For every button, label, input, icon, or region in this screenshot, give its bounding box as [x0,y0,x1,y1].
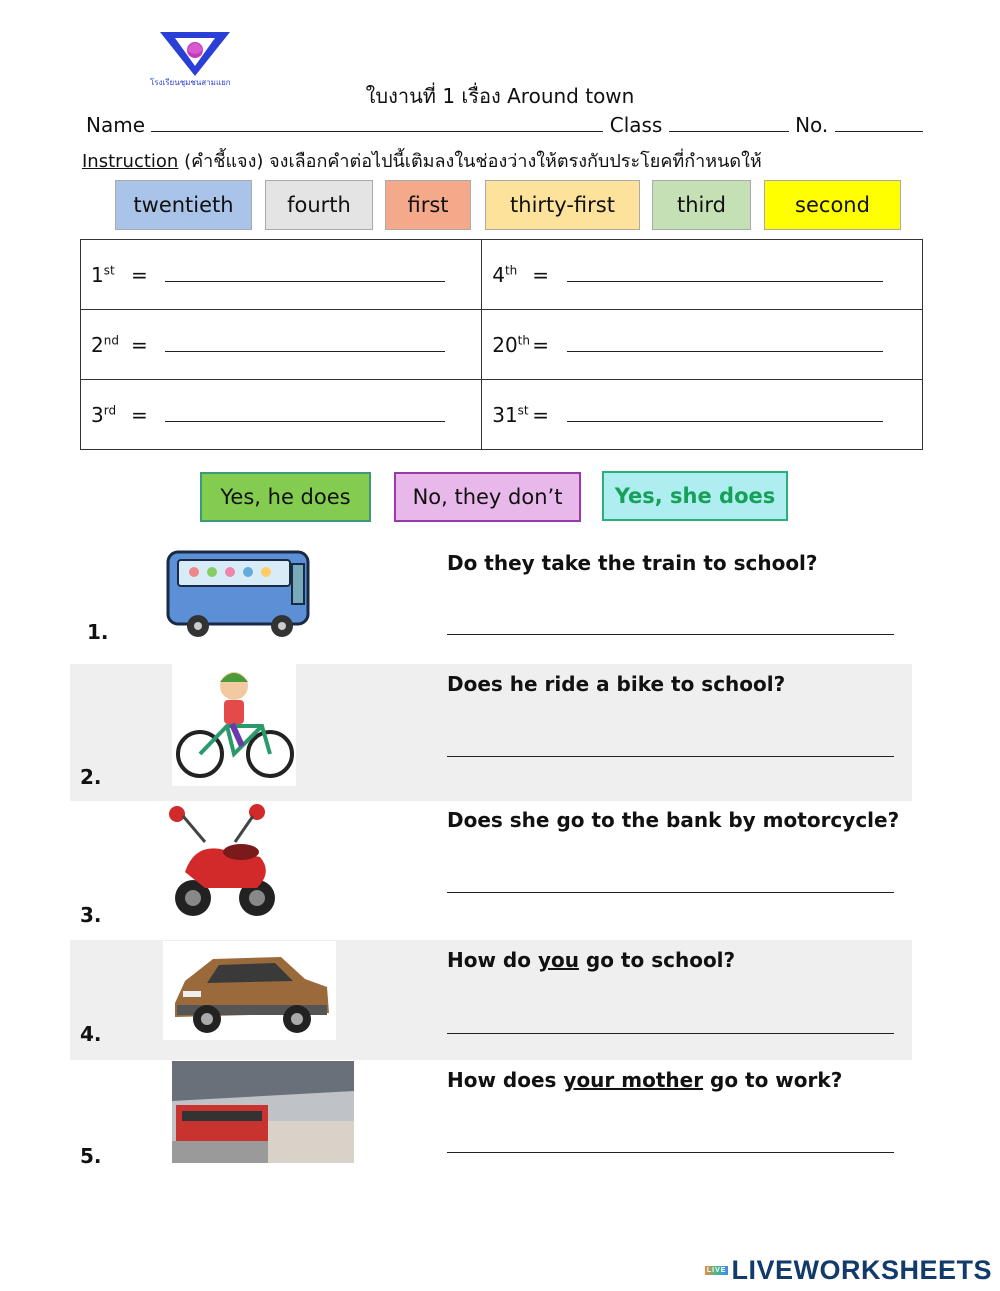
question-text: Do they take the train to school? [447,551,818,575]
ordinal-number: 1st [91,262,115,287]
word-label: first [407,193,449,217]
word-bank-thirty-first[interactable] [485,180,640,230]
answer-bank-yes-she-does[interactable] [602,471,788,521]
ordinal-number: 3rd [91,402,117,427]
no-label: No. [795,113,829,137]
instruction-text: (คำชี้แจง) จงเลือกคำต่อไปนี้เติมลงในช่องว่างให้ตรงกับประโยคที่กำหนดให้ [178,151,762,172]
answer-blank[interactable] [165,267,445,282]
bus-icon [164,544,313,640]
answer-line[interactable] [447,892,894,893]
answer-blank[interactable] [567,337,883,352]
word-label: second [795,193,870,217]
answer-blank[interactable] [567,267,883,282]
table-cell [482,310,923,380]
word-bank-second[interactable] [764,180,901,230]
word-label: twentieth [133,193,234,217]
table-cell [81,310,482,380]
ordinal-number: 4th [492,262,518,287]
question-text: Does she go to the bank by motorcycle? [447,808,900,832]
ordinal-number: 31st [492,402,529,427]
table-row [81,310,923,380]
answer-line[interactable] [447,756,894,757]
live-small-icon: LIVE [706,1267,727,1274]
question-number: 2. [80,765,102,789]
question-text: Does he ride a bike to school? [447,672,786,696]
class-label: Class [609,113,663,137]
equals-sign: = [532,332,549,357]
worksheet-title: ใบงานที่ 1 เรื่อง Around town [365,84,635,108]
answer-label: Yes, he does [220,485,351,509]
question-number: 5. [80,1144,102,1168]
table-cell [81,240,482,310]
table-row [81,380,923,450]
class-field[interactable] [669,113,789,132]
word-bank-fourth[interactable] [265,180,373,230]
question-text: How does your mother go to work? [447,1068,843,1092]
word-label: fourth [287,193,351,217]
equals-sign: = [131,332,148,357]
bicycle-icon [172,664,296,786]
answer-bank-yes-he-does[interactable] [200,472,371,522]
car-icon [163,941,336,1040]
no-field[interactable] [835,113,923,132]
name-label: Name [86,113,146,137]
table-row [81,240,923,310]
underlined-phrase: your mother [563,1068,704,1092]
answer-label: No, they don’t [412,485,563,509]
answer-blank[interactable] [567,407,883,422]
ordinal-table [80,239,923,450]
word-bank-first[interactable] [385,180,471,230]
liveworksheets-logo [705,1255,992,1286]
equals-sign: = [131,402,148,427]
instruction [82,146,762,175]
word-label: third [677,193,726,217]
question-text: How do you go to school? [447,948,736,972]
train-icon [172,1061,354,1163]
equals-sign: = [131,262,148,287]
answer-bank-no-they-dont[interactable] [394,472,581,522]
name-field[interactable] [151,113,603,132]
question-number: 3. [80,903,102,927]
school-name: โรงเรียนชุมชนสามแยก [150,78,231,87]
ordinal-number: 20th [492,332,530,357]
motorcycle-icon [165,802,285,922]
equals-sign: = [532,262,549,287]
table-cell [482,380,923,450]
word-label: thirty-first [510,193,615,217]
question-number: 1. [87,620,109,644]
answer-blank[interactable] [165,407,445,422]
student-info-line [86,113,923,137]
answer-line[interactable] [447,1152,894,1153]
instruction-label: Instruction [82,151,179,172]
brand-name: LIVEWORKSHEETS [731,1255,992,1285]
question-number: 4. [80,1022,102,1046]
answer-line[interactable] [447,634,894,635]
word-bank-third[interactable] [652,180,751,230]
answer-line[interactable] [447,1033,894,1034]
equals-sign: = [532,402,549,427]
underlined-word: you [537,948,579,972]
answer-blank[interactable] [165,337,445,352]
table-cell [81,380,482,450]
table-cell [482,240,923,310]
answer-label: Yes, she does [614,484,776,508]
ordinal-number: 2nd [91,332,119,357]
word-bank-twentieth[interactable] [115,180,252,230]
